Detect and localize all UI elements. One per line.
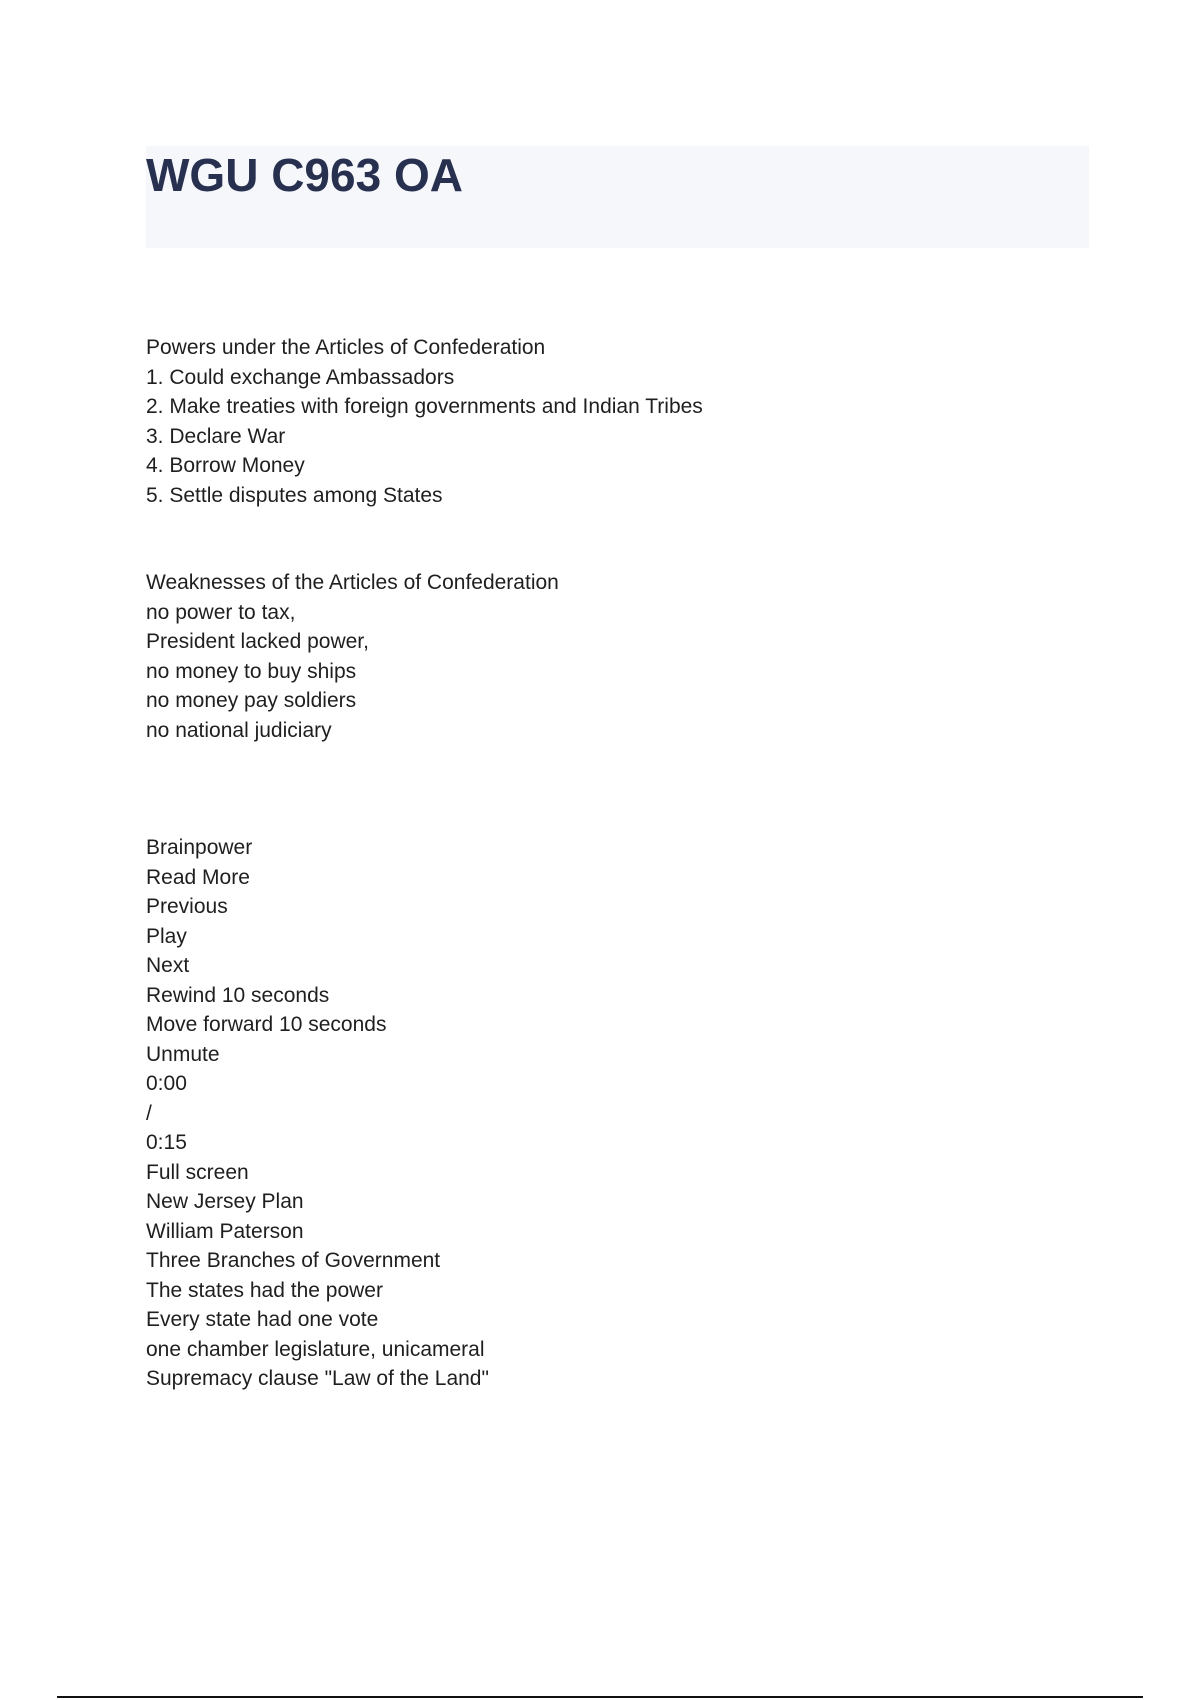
powers-item: 5. Settle disputes among States — [146, 483, 443, 507]
media-transcript-section — [146, 833, 489, 1394]
weaknesses-heading: Weaknesses of the Articles of Confederation — [146, 571, 559, 594]
powers-section — [146, 333, 703, 510]
current-time-text: 0:00 — [146, 1072, 187, 1095]
time-separator-text: / — [146, 1101, 152, 1125]
play-text: Play — [146, 924, 187, 948]
weaknesses-item: no national judiciary — [146, 718, 332, 742]
title-banner — [146, 146, 1089, 248]
forward-text: Move forward 10 seconds — [146, 1013, 387, 1036]
powers-item: 3. Declare War — [146, 424, 286, 448]
brainpower-label: Brainpower — [146, 836, 253, 859]
powers-item: 4. Borrow Money — [146, 454, 305, 477]
content-line: William Paterson — [146, 1219, 304, 1243]
content-line: Supremacy clause "Law of the Land" — [146, 1367, 489, 1390]
powers-item: 1. Could exchange Ambassadors — [146, 365, 455, 389]
weaknesses-item: no money to buy ships — [146, 659, 357, 683]
weaknesses-item: no power to tax, — [146, 600, 296, 624]
content-line: one chamber legislature, unicameral — [146, 1337, 485, 1361]
content-line: Three Branches of Government — [146, 1249, 441, 1272]
duration-text: 0:15 — [146, 1131, 187, 1154]
content-line: Every state had one vote — [146, 1308, 379, 1331]
rewind-text: Rewind 10 seconds — [146, 983, 330, 1007]
content-line: The states had the power — [146, 1278, 383, 1302]
powers-heading: Powers under the Articles of Confederation — [146, 336, 546, 359]
powers-item: 2. Make treaties with foreign governments and Indian Tribes — [146, 395, 703, 418]
unmute-text: Unmute — [146, 1042, 220, 1066]
next-text: Next — [146, 954, 190, 977]
previous-text: Previous — [146, 895, 228, 918]
weaknesses-item: President lacked power, — [146, 630, 369, 653]
content-line: New Jersey Plan — [146, 1190, 304, 1213]
full-screen-text: Full screen — [146, 1160, 249, 1184]
document-title: WGU C963 OA — [146, 149, 463, 201]
weaknesses-section — [146, 568, 559, 745]
footer-divider — [57, 1696, 1143, 1698]
weaknesses-item: no money pay soldiers — [146, 689, 357, 712]
read-more-text: Read More — [146, 865, 250, 889]
